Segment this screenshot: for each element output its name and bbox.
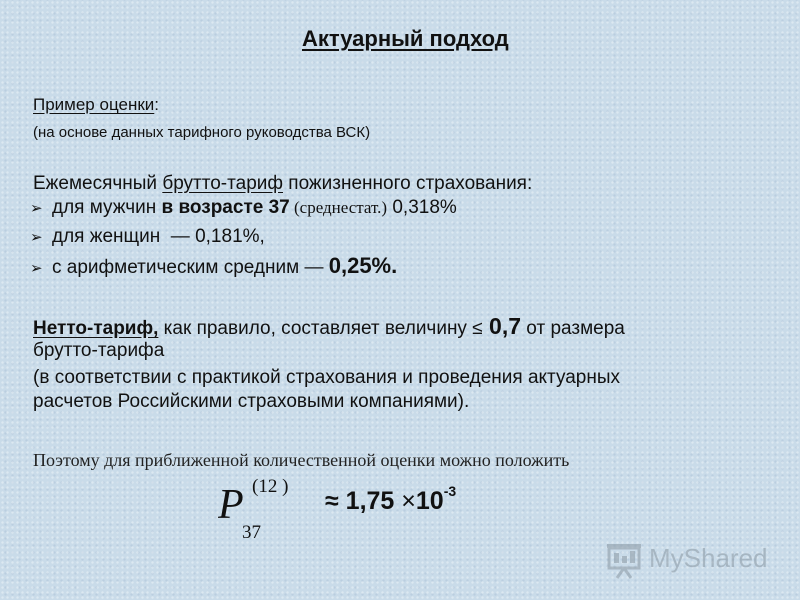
formula-superscript: (12 ) [252,476,289,497]
example-basis: (на основе данных тарифного руководства ВСК) [33,124,371,141]
arrow-bullet-icon: ➢ [30,200,43,217]
netto-line-1 [33,313,625,340]
page-title: Актуарный подход [302,26,509,51]
result-mantissa: 1,75 [338,487,402,515]
bullet-mean-text: с арифметическим средним — [52,257,329,278]
myshared-logo [605,540,775,580]
bullet-men-age: в возрасте 37 [161,197,290,218]
logo-text: MyShared [649,543,768,573]
presentation-board-icon [605,540,645,580]
times-symbol: × [401,487,416,515]
netto-post: от размера [521,318,625,339]
netto-pre: как правило, составляет величину [158,318,473,339]
monthly-term: брутто-тариф [162,173,284,194]
monthly-post: пожизненного страхования: [283,173,533,194]
example-label: Пример оценки [33,95,155,114]
example-heading [33,95,159,115]
netto-value: 0,7 [482,313,522,339]
netto-line-4: расчетов Российскими страховыми компаниями). [33,391,470,412]
result-base: 10 [415,487,444,515]
bullet-mean-value: 0,25%. [328,253,398,278]
result-value [325,483,457,516]
example-colon: : [154,95,160,114]
le-symbol: ≤ [472,318,483,339]
bullet-men-note: (среднестат.) [289,198,388,217]
monthly-pre: Ежемесячный [33,173,163,194]
approx-symbol: ≈ [325,487,339,515]
bullet-men-text: для мужчин [52,197,162,218]
bullet-men-value: 0,318% [387,197,457,218]
formula-subscript: 37 [242,522,261,542]
result-exponent: -3 [443,483,457,499]
therefore-text: Поэтому для приближенной количественной оценки можно положить [33,450,570,470]
netto-line-3: (в соответствии с практикой страхования и проведения актуарных [33,367,621,388]
bullet-women [30,226,265,248]
formula-symbol: P [218,482,244,528]
arrow-bullet-icon: ➢ [30,260,43,277]
netto-term: Нетто-тариф, [33,318,159,339]
formula-p37-12 [218,470,328,542]
bullet-women-text: для женщин — 0,181%, [52,226,265,247]
netto-line-2: брутто-тарифа [33,340,165,361]
arrow-bullet-icon: ➢ [30,229,43,246]
bullet-men [30,197,457,219]
monthly-tariff-line [33,173,532,195]
bullet-mean [30,253,397,279]
